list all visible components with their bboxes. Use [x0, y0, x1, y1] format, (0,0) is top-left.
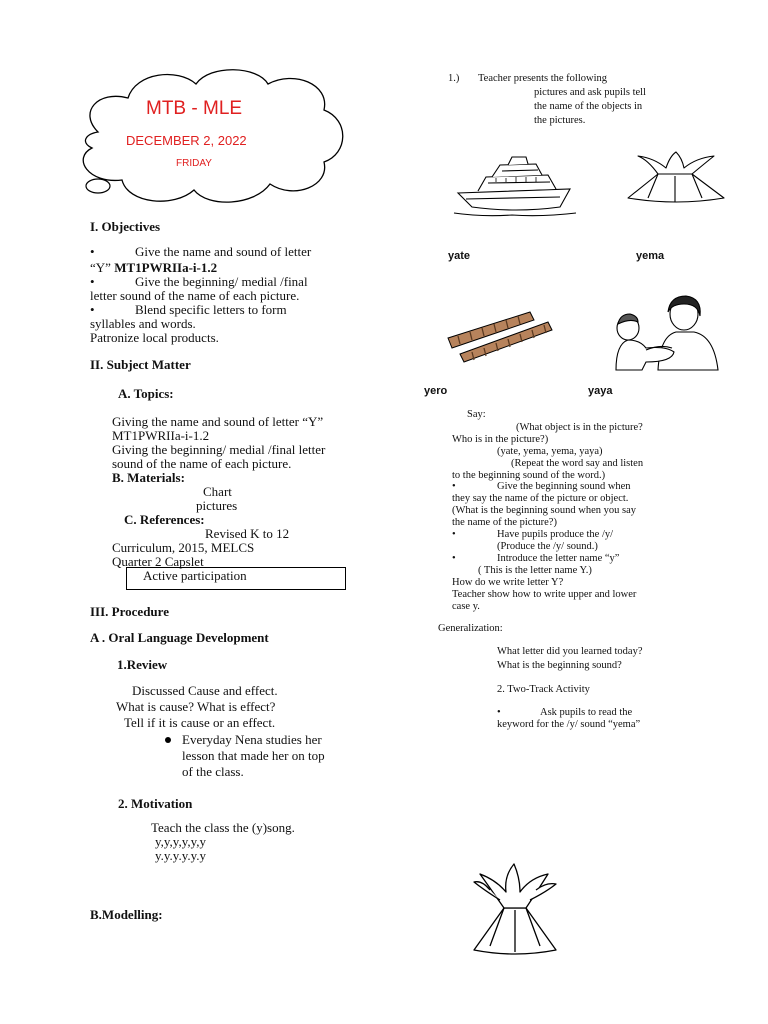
- yacht-illustration: [452, 155, 580, 221]
- say-line: (Repeat the word say and listen: [511, 458, 644, 469]
- objective-3-cont: syllables and words.: [90, 316, 196, 331]
- two-track-heading: 2. Two-Track Activity: [497, 684, 590, 695]
- say-line: to the beginning sound of the word.): [452, 470, 606, 481]
- reference-line: Curriculum, 2015, MELCS: [112, 540, 255, 555]
- label-yema: yema: [636, 250, 665, 262]
- bullet-cont: (Produce the /y/ sound.): [497, 541, 598, 552]
- two-track-line: Ask pupils to read the: [540, 707, 633, 718]
- step-text: pictures and ask pupils tell: [534, 87, 646, 98]
- active-participation-text: Active participation: [143, 568, 247, 583]
- subject-matter-heading: II. Subject Matter: [90, 357, 191, 372]
- generalization-heading: Generalization:: [438, 623, 503, 634]
- bullet-dot: •: [452, 481, 456, 492]
- material-item: Chart: [203, 484, 232, 499]
- modelling-heading: B.Modelling:: [90, 907, 163, 922]
- two-track-line: keyword for the /y/ sound “yema”: [497, 719, 641, 730]
- generalization-line: What is the beginning sound?: [497, 660, 622, 671]
- objective-2-cont: letter sound of the name of each picture.: [90, 288, 300, 303]
- yaya-illustration: [606, 292, 722, 372]
- after-line: case y.: [452, 601, 480, 612]
- lesson-date: DECEMBER 2, 2022: [126, 133, 247, 148]
- label-yero: yero: [424, 385, 448, 397]
- topic-line: Giving the name and sound of letter “Y”: [112, 414, 324, 429]
- motivation-line: y.y.y.y.y.y: [155, 848, 207, 863]
- objective-1-cont: “Y” MT1PWRIIa-i-1.2: [90, 260, 218, 275]
- bullet-text: Introduce the letter name “y”: [497, 553, 620, 564]
- objective-bullet-3: •: [90, 302, 95, 317]
- topic-line: MT1PWRIIa-i-1.2: [112, 428, 210, 443]
- bullet-text: Give the beginning sound when: [497, 481, 631, 492]
- bullet-cont: (What is the beginning sound when you say: [452, 505, 637, 516]
- review-bullet-line: lesson that made her on top: [182, 748, 325, 763]
- review-heading: 1.Review: [117, 657, 168, 672]
- step-number: 1.): [448, 73, 460, 84]
- step-text: the name of the objects in: [534, 101, 643, 112]
- after-line: How do we write letter Y?: [452, 577, 564, 588]
- yero-illustration: [444, 308, 556, 364]
- objective-3-text: Blend specific letters to form: [135, 302, 287, 317]
- say-line: (yate, yema, yema, yaya): [497, 446, 603, 457]
- reference-line: Revised K to 12: [205, 526, 290, 541]
- bullet-dot: •: [452, 553, 456, 564]
- review-bullet-line: of the class.: [182, 764, 244, 779]
- motivation-line: y,y,y,y,y,y: [155, 834, 207, 849]
- reference-line: Quarter 2 Capslet: [112, 554, 204, 569]
- review-bullet-dot: [165, 737, 171, 743]
- step-text: Teacher presents the following: [478, 73, 608, 84]
- yema-candy-illustration: [460, 860, 570, 960]
- oral-language-heading: A . Oral Language Development: [90, 630, 269, 645]
- review-line: Tell if it is cause or an effect.: [124, 715, 276, 730]
- topic-line: Giving the beginning/ medial /final letter: [112, 442, 326, 457]
- materials-heading: B. Materials:: [112, 470, 185, 485]
- material-item: pictures: [196, 498, 238, 513]
- objective-bullet-2: •: [90, 274, 95, 289]
- bullet-text: Have pupils produce the /y/: [497, 529, 614, 540]
- say-heading: Say:: [467, 409, 486, 420]
- subject-title: MTB - MLE: [146, 98, 243, 119]
- bullet-cont: the name of the picture?): [452, 517, 557, 528]
- bullet-dot: •: [452, 529, 456, 540]
- objectives-heading: I. Objectives: [90, 219, 161, 234]
- label-yate: yate: [448, 250, 471, 262]
- review-line: Discussed Cause and effect.: [132, 683, 278, 698]
- references-heading: C. References:: [124, 512, 205, 527]
- label-yaya: yaya: [588, 385, 613, 397]
- review-line: What is cause? What is effect?: [116, 699, 276, 714]
- procedure-heading: III. Procedure: [90, 604, 169, 619]
- generalization-line: What letter did you learned today?: [497, 646, 643, 657]
- say-line: Who is in the picture?): [452, 434, 549, 445]
- bullet-cont: they say the name of the picture or object.: [452, 493, 629, 504]
- step-text: the pictures.: [534, 115, 586, 126]
- objective-1-text: Give the name and sound of letter: [135, 244, 312, 259]
- review-bullet-line: Everyday Nena studies her: [182, 732, 322, 747]
- topics-heading: A. Topics:: [118, 386, 174, 401]
- lesson-day: FRIDAY: [176, 158, 212, 169]
- topic-line: sound of the name of each picture.: [112, 456, 292, 471]
- objective-bullet-1: •: [90, 244, 95, 259]
- motivation-heading: 2. Motivation: [118, 796, 193, 811]
- after-line: Teacher show how to write upper and lower: [452, 589, 637, 600]
- objective-2-text: Give the beginning/ medial /final: [135, 274, 308, 289]
- say-line: (What object is in the picture?: [516, 422, 643, 433]
- yema-illustration: [624, 150, 728, 208]
- bullet-dot: •: [497, 707, 501, 718]
- bullet-cont: ( This is the letter name Y.): [478, 565, 592, 576]
- motivation-line: Teach the class the (y)song.: [151, 820, 295, 835]
- objective-value: Patronize local products.: [90, 330, 219, 345]
